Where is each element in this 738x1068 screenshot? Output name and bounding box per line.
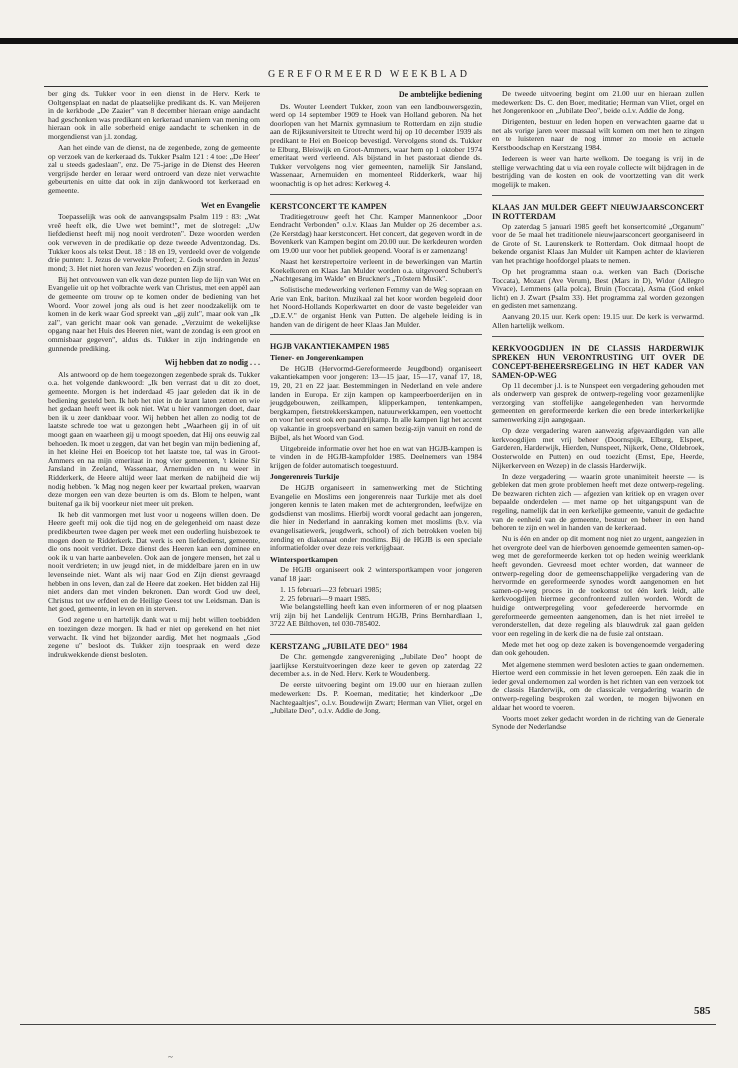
article-heading: HGJB VAKANTIEKAMPEN 1985 [270,342,390,352]
column-3 [492,90,704,734]
paragraph: De HGJB (Hervormd-Gereformeerde Jeugdbond) organiseert vakantiekampen voor jongeren: 13—15 jaar, 15—17, vanaf 17, 18, 19, 20, 21 en 22 jaar. Bestemmingen in Nederland en vele andere landen in Europa. Er zijn kampen op kampeerboerderijen en in jeugdgebouwen, zeilkampen, klipperkampen, tentenkampen, bergkampen, fietstrekkerskampen, natuurwerkkampen, een voettocht en voor het eerst ook een paardrijkamp. In alle kampen ligt het accent op vakantie in groepsverband en samen bezig-zijn vanuit en rond de Bijbel, als het Woord van God. [270,363,482,442]
paragraph: Toepasselijk was ook de aanvangspsalm Psalm 119 : 83: „Wat vreê heeft elk, die Uwe wet bemint!", met de slotregel: „Uw liefdedienst heeft mij nog nooit verdroten". Deze woorden werden ook verweven in de predikatie op deze tweede Adventzondag. Ds. Tukker koos als tekst Deut. 18 : 18 en 19, verdeeld over de volgende drie punten: 1. Jezus de verwekte Profeet; 2. Gods woorden in Jezus' mond; 3. Het niet horen van Jezus' woorden en Zijn straf. [48,212,260,273]
paragraph: Op zaterdag 5 januari 1985 geeft het konsertcomité „Organum" voor de 5e maal het traditionele nieuwjaarsconcert georganiseerd in de Grote of St. Laurenskerk te Rotterdam. Ook ditmaal hoopt de bekende organist Klaas Jan Mulder uit Kampen achter de klavieren van het prachtige hoofdorgel plaats te nemen. [492,221,704,265]
paragraph: Uitgebreide informatie over het hoe en wat van HGJB-kampen is te vinden in de HGJB-kampfolder 1985. Deelnemers van 1984 krijgen de folder automatisch toegestuurd. [270,443,482,470]
section-divider [270,194,482,195]
article-heading: KERSTCONCERT TE KAMPEN [270,201,387,211]
subheading: Wij hebben dat zo nodig . . . [164,358,260,368]
paragraph: Bij het ontvouwen van elk van deze punten liep de lijn van Wet en Evangelie uit op het volbrachte werk van Christus, met een appèl aan de gemeente om trouw op te komen onder de bediening van het Woord. Voor zowel jong als oud is het zeer noodzakelijk om te komen in de kerk waar God spreekt van „gij zult", maar ook van „Ik zal", van gericht maar ook van genade. „Verzuimt de wekelijkse opgang naar het Huis des Heeren niet, want de zondag is een groot en ommisbaar gegeven", aldus ds. Tukker in zijn indringende en gunnende prediking. [48,274,260,353]
section-subheading: Tiener- en Jongerenkampen [270,353,364,363]
paragraph: God zegene u en hartelijk dank wat u mij hebt willen toebidden en toezingen deze morgen. Ik had er niet op gerekend en het niet verwacht. Ik vind het bijzonder aardig. Met het nogmaals „God zegene u" besloot ds. Tukker zijn toespraak en werd deze indrukwekkende dienst besloten. [48,615,260,659]
section-divider [270,634,482,635]
article-heading: KERKVOOGDIJEN IN DE CLASSIS HARDERWIJK SPREKEN HUN VERONTRUSTING UIT OVER DE CONCEPT-BEHEERSREGELING IN HET KADER VAN SAMEN-OP-WEG [492,343,704,380]
column-2 [270,90,482,718]
header-rule [44,86,708,87]
paragraph: Op deze vergadering waren aanwezig afgevaardigden van alle kerkvoogdijen met vrij beheer (Doornspijk, Elburg, Elspeet, Garderen, Harderwijk, Hierden, Nunspeet, Nijkerk, Oene, Oldebroek, Oosterwolde en Putten) en oud toezicht (Emst, Epe, Heerde, Nijkerkerveen en Wezep) in de classis Harderwijk. [492,426,704,470]
list-item: 2. 25 februari—9 maart 1985. [280,593,371,603]
paragraph: Ds. Wouter Leendert Tukker, zoon van een landbouwersgezin, werd op 14 september 1909 te Hoek van Holland geboren. Na het doorlopen van het Marnix gymnasium te Rotterdam en zijn studie aan de Rijksuniversiteit te Utrecht werd hij op 10 december 1939 als predikant te Hei en Boeicop bevestigd. Vervolgens stond ds. Tukker te Elburg, Bleiswijk en Groot-Ammers, waar hem op 1 oktober 1974 emeritaat werd verleend. Als bijstand in het pastoraat diende ds. Tukker vervolgens nog vier gemeenten, namelijk Sir Jansland, Wassenaar, Arnemuiden en momenteel Ridderkerk, waar hij woonachtig is op het adres: Kerkweg 4. [270,101,482,188]
paragraph: Met algemene stemmen werd besloten acties te gaan ondernemen. Hiertoe werd een commissie in het leven geroepen. Eén zaak die in ieder geval ondernomen zal worden is het richten van een verzoek tot de classis Harderwijk, om de classicale vergadering waarin de ontwerp-regeling besproken zal worden, te mogen bijwonen en aldaar het woord te voeren. [492,659,704,712]
paragraph: Aanvang 20.15 uur. Kerk open: 19.15 uur. De kerk is verwarmd. Allen hartelijk welkom. [492,312,704,331]
page-number: 585 [694,1005,711,1017]
paragraph: Wie belangstelling heeft kan even informeren of er nog plaatsen vrij zijn bij het Landelijk Centrum HGJB, Prins Bernhardlaan 1, 3722 AE Bilthoven, tel 030-785402. [270,602,482,629]
paragraph: Voorts moet zeker gedacht worden in de richting van de Generale Synode der Nederlandse [492,713,704,732]
paragraph: Nu is één en ander op dit moment nog niet zo urgent, aangezien in het overgrote deel van de hierboven genoemde gemeenten samen-op-weg met de gereformeerde kerken tot op heden weinig weerklank heeft gevonden. Gevreesd moet echter worden, dat wanneer de ontwerp-regeling door de gemeenschappelijke vergadering van de hervormde en gereformeerde synodes wordt aangenomen en het samen-op-weg proces in de toekomst tot één kerk leidt, alle kerkvoogdijen hiermee geconfronteerd zullen worden. Wordt de huidige ontwerpregeling voor gefedereerde hervormde en gereformeerde gemeenten aangenomen, dan is het niet irreëel te veronderstellen, dat deze regeling als blauwdruk zal gaan gelden voor een regeling in de kerk die na de fusie zal ontstaan. [492,534,704,638]
paragraph: Op het programma staan o.a. werken van Bach (Dorische Toccata), Mozart (Ave Verum), Best (Mars in D), Widor (Allegro Vivace), Lemmens (alla polca), Bruin (Toccata), Asma (God enkel licht) en J. Zwart (Psalm 33). Het programma zal worden gezongen en gedisten met samenzang. [492,267,704,311]
paragraph: ber ging ds. Tukker voor in een dienst in de Herv. Kerk te Ooltgensplaat en nadat de plaatselijke predikant ds. K. van Meijeren in de kerkbode „De Zaaier" van 8 december hieraan enige aandacht had geschonken was predikant en kerkeraad unaniem van mening om hieraan ook in alle soberheid enige aandacht te schenken in de morgendienst van j.l. zondag. [48,89,260,141]
bottom-mark: ~ [168,1052,173,1062]
masthead: GEREFORMEERD WEEKBLAD [268,69,470,80]
paragraph: De HGJB organiseert ook 2 wintersportkampen voor jongeren vanaf 18 jaar: [270,565,482,583]
section-subheading: Jongerenreis Turkije [270,472,340,482]
subheading: De ambtelijke bediening [398,90,482,99]
article-heading: KLAAS JAN MULDER GEEFT NIEUWJAARSCONCERT IN ROTTERDAM [492,202,704,221]
bottom-rule [20,1024,716,1025]
paragraph: Ik heb dit vanmorgen met lust voor u nogeens willen doen. De Heere geeft mij ook die tijd nog en de gelegenheid om naast deze predikbeurten twee dagen per week met een ouderling huisbezoek te mogen doen te Ridderkerk. Dat werk is een liefdedienst, gemeente, die ons nooit verdriet. Deze dienst des Heeren kan een dominee en ook ik u van harte aanbevelen. Ook aan de jongere mensen, het zal u nooit verdrieten; in uw jeugd niet, in de middelbare jaren en in uw levenseinde niet. Want als wij naar God en Zijn dienst gevraagd hebben in ons leven, dan zal de Heere dat zoeken. Het bidden zal Hij niet anders dan met vinden bekronen. Dan wordt God uw deel, Christus tot uw erfdeel en de Heilige Geest tot uw Leidsman. Dan is het goed, gemeente, in leven en in sterven. [48,509,260,614]
paragraph: Traditiegetrouw geeft het Chr. Kamper Mannenkoor „Door Eendracht Verbonden" o.l.v. Klaas Jan Mulder op 26 december a.s. (2e Kerstdag) haar kerstconcert. Het concert, dat gegeven wordt in de Bovenkerk van Kampen begint om 20.00 uur. De kerkdeuren worden om 19.00 uur voor het publiek geopend. Vooraf is er zamenzang! [270,211,482,255]
paragraph: Mede met het oog op deze zaken is bovengenoemde vergadering dan ook gehouden. [492,639,704,658]
article-heading: KERSTZANG „JUBILATE DEO" 1984 [270,642,408,652]
paragraph: De HGJB organiseert in samenwerking met de Stichting Evangelie en Moslims een jongerenreis naar Turkije met als doel jongeren kennis te laten maken met de achtergronden, leefwijze en godsdienst van moslims. Hierbij wordt vooral gedacht aan jongeren, die hier in Nederland in aanraking komen met moslims (b.v. via evangelisatiewerk, jeugdwerk, school) of zich betrokken voelen bij zending en diakonaat onder moslims. Bij de HGJB is een speciale informatiefolder over deze reis verkrijgbaar. [270,483,482,553]
section-subheading: Wintersportkampen [270,554,338,564]
paragraph: Als antwoord op de hem toegezongen zegenbede sprak ds. Tukker o.a. het volgende dankwoord: „Ik ben verrast dat u dit zo doet, gemeente. Morgen is het inderdaad 45 jaar geleden dat ik in de bediening gesteld ben. Ik heb het niet in de krant laten zetten en wie het gedaan heeft weet ik ook niet. Wat u hier vanmorgen doet, daar ben ik u zeer dankbaar voor. Wij hebben het allen zo nodig tot de laatste schrede toe wat u gezongen hebt „Waarheen gij in of uit moogt gaan en waarheen gij u moogt spoeden, dat Hij ons eeuwig zal behoeden. Ik moet u zeggen, dat van het begin van mijn bediening af, in het kleine Hei en Boeicop tot het laatste toe, tal was in Groot-Ammers en na mijn emeritaat in nog vier gemeenten, 't kleine Sir Jansland in Zeeland, Wassenaar, Arnemuiden en nu weer in Ridderkerk, de Heere altijd weer laat merken de nabijheid die wij nodig hebben. 'k Mag nog negen keer per kwartaal preken, waarvan deze morgen een van deze beurten is om ds. Blom te helpen, want buitenaf ga ik bij voorkeur niet meer uit preken. [48,369,260,508]
paragraph: Dirigenten, bestuur en leden hopen en verwachten gaarne dat u net als vorige jaren weer massaal wilt komen om met hen te zingen en te luisteren naar de nog immer zo mooie en actuele Kerstboodschap en Kerstzang 1984. [492,117,704,153]
list-item: 1. 15 februari—23 februari 1985; [280,585,382,595]
column-1 [48,90,260,662]
paragraph: Op 11 december j.l. is te Nunspeet een vergadering gehouden met als onderwerp van gesprek de ontwerp-regeling voor gezamenlijke verzorging van stoffelijke aangelegenheden van hervormde gemeenten en gereformeerde kerken die een brede interkerkelijke samenwerking zijn aangegaan. [492,380,704,425]
paragraph: In deze vergadering — waarin grote unanimiteit heerste — is gebleken dat men grote problemen heeft met deze ontwerp-regeling. De bezwaren richten zich — afgezien van kritiek op en vragen over bepaalde onderdelen — met name op het uitgangspunt van de regeling, namelijk dat in een kerkelijke gemeente, vanuit de gedachte van de eenheid van de gemeente, bestuur en beheer in een hand behoren te zijn en wel in handen van de kerkeraad. [492,471,704,533]
subheading: Wet en Evangelie [200,200,260,210]
paragraph: De eerste uitvoering begint om 19.00 uur en hieraan zullen medewerken: Ds. P. Koeman, meditatie; het kinderkoor „De Nachtegaaltjes", o.l.v. Boudewijn Zwart; Herman van Vliet, orgel en „Jubilate Deo", o.l.v. Addie de Jong. [270,680,482,716]
section-divider [492,195,704,196]
section-divider [492,336,704,337]
paragraph: De Chr. gemengde zangvereniging „Jubilate Deo" hoopt de jaarlijkse Kerstuitvoeringen deze keer te geven op zaterdag 22 december a.s. in de Ned. Herv. Kerk te Woudenberg. [270,652,482,679]
paragraph: De tweede uitvoering begint om 21.00 uur en hieraan zullen medewerken: Ds. C. den Boer, meditatie; Herman van Vliet, orgel en het Jongerenkoor en „Jubilate Deo", beide o.l.v. Addie de Jong. [492,89,704,116]
paragraph: Iedereen is weer van harte welkom. De toegang is vrij in de stellige verwachting dat u via een royale collecte wilt bijdragen in de bestrijding van de kosten en ook de voortzetting van dit werk mogelijk te maken. [492,154,704,189]
paragraph: Solistische medewerking verlenen Femmy van de Weg sopraan en Arie van Enk, bariton. Muzikaal zal het koor worden begeleid door het Noord-Hollands Koperkwartet en door de vaste begeleider van „D.E.V." de organist Henk van Putten. De algehele leiding is in handen van de dirigent de heer Klaas Jan Mulder. [270,285,482,329]
top-border-bar [0,38,738,44]
paragraph: Naast het kerstrepertoire verleent in de bewerkingen van Martin Koekelkoren en Klaas Jan Mulder worden o.a. uitgevoerd Schubert's „Nachtgesang im Walde" en Bruckner's „Tröstern Musik". [270,257,482,284]
paragraph: Aan het einde van de dienst, na de zegenbede, zong de gemeente op verzoek van de kerkeraad ds. Tukker Psalm 121 : 4 toe: „De Heer' zal u steeds gadeslaan", enz. De 75-jarige in de Dienst des Heeren vergrijsde herder en leraar werd ontroerd van deze niet verwachte gebeurtenis en uitte dat ook in zijn dankwoord tot kerkeraad en gemeente. [48,143,260,196]
section-divider [270,334,482,335]
